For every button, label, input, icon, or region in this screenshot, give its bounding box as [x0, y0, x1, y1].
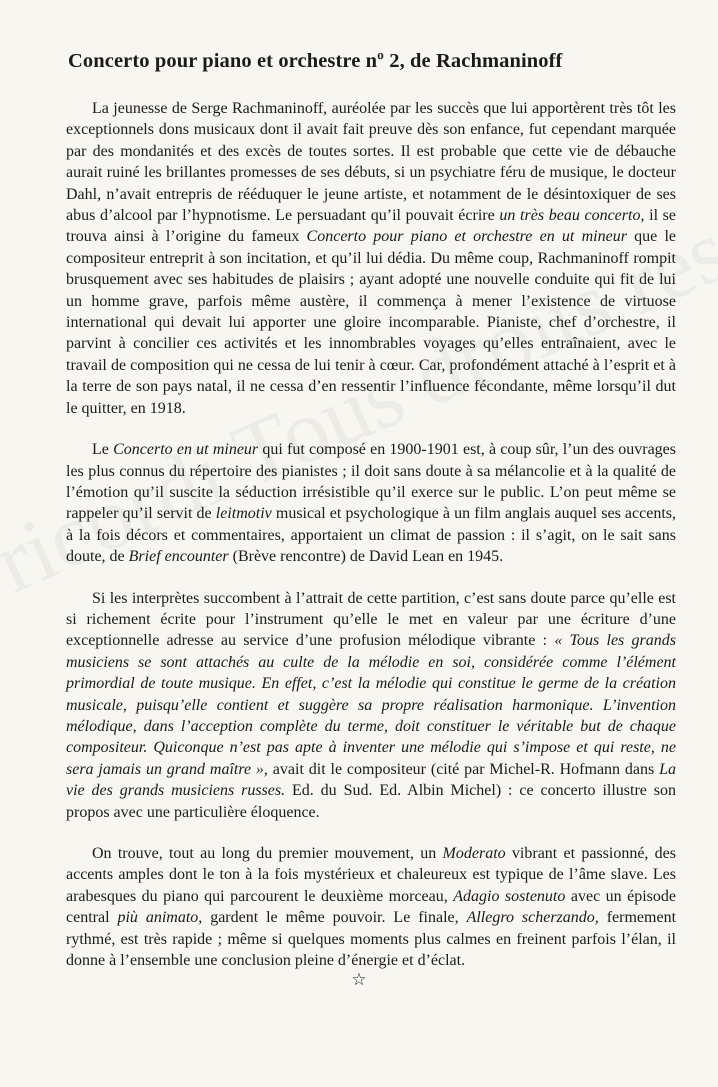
text-run: avec un épisode central	[66, 887, 677, 927]
document-page	[66, 50, 676, 971]
text-run: gardent le même pouvoir. Le finale,	[202, 909, 467, 927]
text-run: (Brève rencontre) de David Lean en 1945.	[228, 548, 504, 566]
text-run: avait dit le compositeur (cité par Michel-R. Hofmann dans	[267, 760, 660, 778]
italic-text: Brief encounter	[128, 548, 229, 566]
text-run: vibrant et passionné, des accents amples dont le ton à la fois mystérieux et chaleureux est typique de l’âme slave. Les arabesques du piano qui parcourent le deuxième morceau,	[66, 845, 677, 905]
text-run: La jeunesse de Serge Rachmaninoff, auréolée par les succès que lui apportèrent très tôt les exceptionnels dons musicaux dont il avait fait preuve dès son enfance, fut cependant marquée par des mondanités et des excès de toutes sortes. Il est probable que cette vie de débauche aurait ruiné les brillantes promesses de ses débuts, si un psychiatre féru de musique, le docteur Dahl, n’avait entrepris de rééduquer le jeune artiste, et notamment de le désintoxiquer de ses abus d’alcool par l’hypnotisme. Le persuadant qu’il pouvait écrire	[66, 100, 676, 225]
italic-text: un très beau concerto,	[499, 207, 645, 225]
text-run: Si les interprètes succombent à l’attrait de cette partition, c’est sans doute parce qu’elle est si richement écrite pour l’instrument qu’elle le met en valeur par une écriture d’une exceptionnelle adresse au service d’une profusion mélodique vibrante :	[66, 589, 676, 650]
paragraph	[66, 843, 676, 971]
text-run: Ed. du Sud. Ed. Albin Michel) : ce concerto illustre son propos avec une particulière éloquence.	[66, 782, 677, 821]
text-run: Le	[92, 441, 114, 459]
body-text	[66, 98, 676, 971]
italic-text: più animato,	[117, 909, 203, 927]
italic-text: La vie des grands musiciens russes.	[66, 760, 676, 800]
italic-text: Adagio sostenuto	[453, 887, 566, 905]
italic-text: Moderato	[442, 845, 506, 862]
italic-text: Concerto pour piano et orchestre en ut mineur	[306, 228, 627, 246]
italic-text: « Tous les grands musiciens se sont attachés au culte de la mélodie en soi, considérée comme l’élément primordial de toute musique. En effet, c’est la mélodie qui constitue le germe de la création musicale, puisqu’elle contient et suggère sa propre réalisation harmonique. L’invention mélodique, dans l’acception complète du terme, doit constituer le véritable but de chaque compositeur. Quiconque n’est pas apte à inventer une mélodie qui s’impose et qui reste, ne sera jamais un grand maître »,	[66, 632, 676, 778]
text-run: qui fut composé en 1900-1901 est, à coup sûr, l’un des ouvrages les plus connus du répertoire des pianistes ; il doit sans doute à sa mélancolie et à la qualité de l’émotion qu’il suscite la séduction irrésistible qu’il exerce sur le public. L’on peut même se rappeler qu’il servit de	[66, 441, 677, 523]
text-run: il se trouva ainsi à l’origine du fameux	[66, 207, 677, 246]
paragraph	[66, 439, 676, 567]
text-run: musical et psychologique à un film anglais auquel ses accents, à la fois décors et commentaires, apportaient un climat de passion : il s’agit, on le sait sans doute, de	[66, 505, 677, 566]
star-ornament-icon: ☆	[351, 970, 367, 989]
text-run: que le compositeur entreprit à son incitation, et qu’il lui dédia. Du même coup, Rachmaninoff rompit brusquement avec ses habitudes de plaisirs ; ayant adopté une nouvelle conduite qui fit de lui un homme grave, parfois même austère, il commença à mener l’existence de virtuose international qui devait lui apporter une gloire incomparable. Pianiste, chef d’orchestre, il parvint à concilier ces activités et les innombrables voyages qu’elles entraînaient, avec le travail de composition qui ne cessa de lui tenir à cœur. Car, profondément attaché à l’esprit et à la terre de son pays natal, il ne cessa d’en ressentir l’influence fécondante, même lorsqu’il dut le quitter, en 1918.	[66, 228, 676, 417]
paragraph	[66, 98, 676, 419]
paragraph	[66, 588, 676, 823]
text-run: fermement rythmé, est très rapide ; même si quelques moments plus calmes en freinent parfois l’élan, il donne à l’ensemble une conclusion pleine d’énergie et d’éclat.	[66, 909, 677, 970]
text-run: On trouve, tout au long du premier mouvement, un	[92, 845, 443, 862]
italic-text: Allegro scherzando,	[466, 909, 599, 927]
italic-text: leitmotiv	[215, 505, 272, 523]
italic-text: Concerto en ut mineur	[113, 441, 259, 459]
page-title: Concerto pour piano et orchestre nº 2, de Rachmaninoff	[68, 50, 563, 72]
